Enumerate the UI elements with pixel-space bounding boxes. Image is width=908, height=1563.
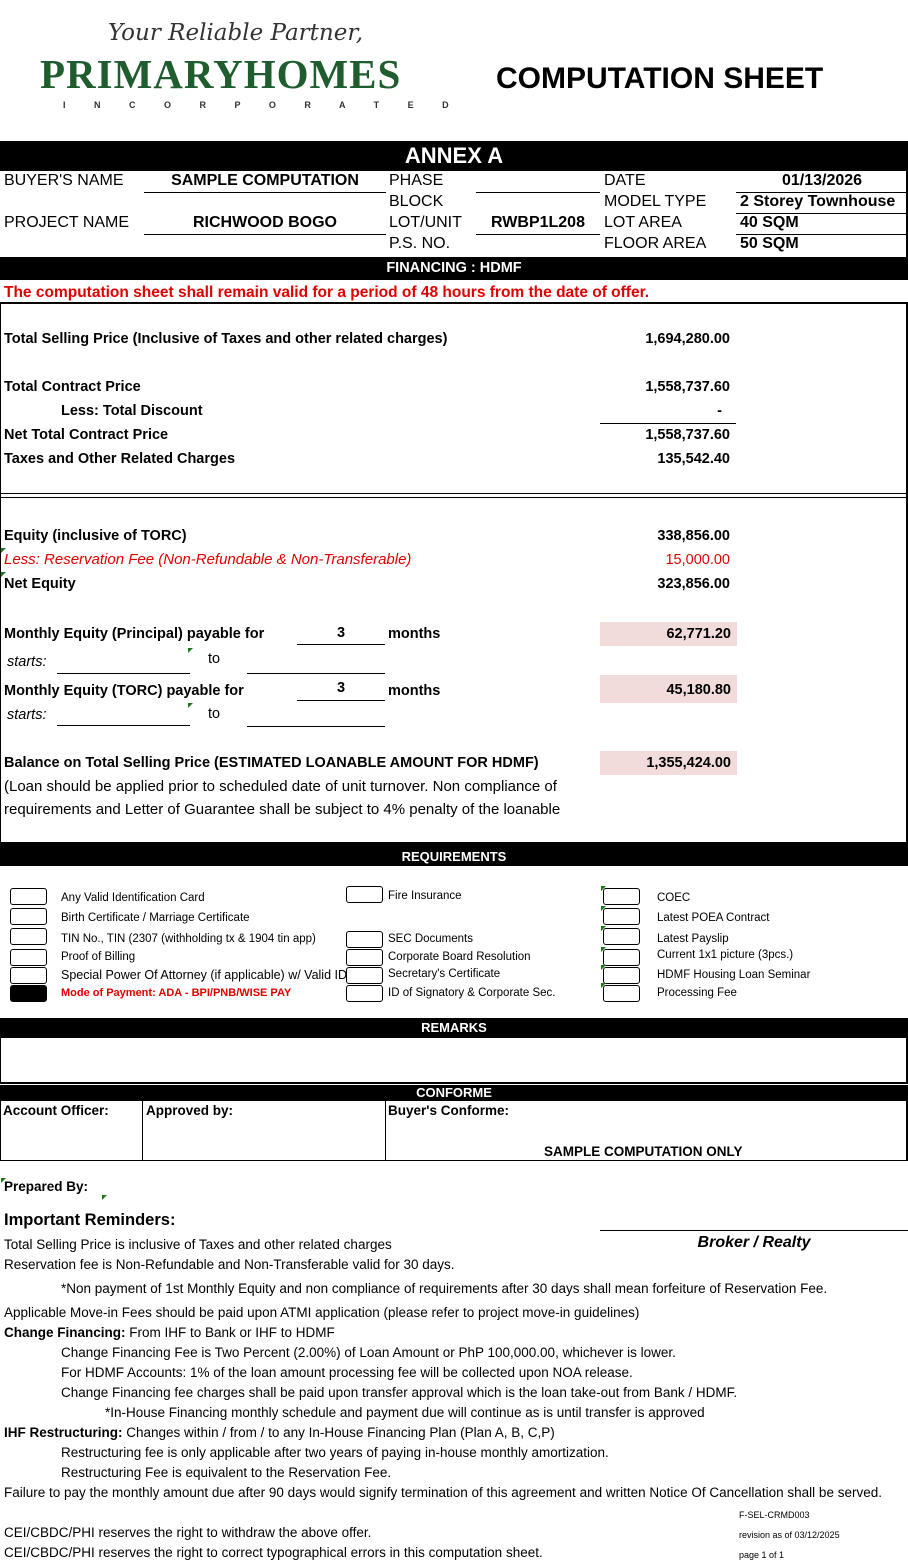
checkbox-board-resolution[interactable] <box>346 949 383 966</box>
tcp-value: 1,558,737.60 <box>645 379 730 395</box>
checkbox-processing-fee[interactable] <box>603 985 640 1002</box>
reminders-title: Important Reminders: <box>4 1211 176 1229</box>
lot-label: LOT/UNIT <box>389 214 462 231</box>
block-label: BLOCK <box>389 193 444 210</box>
monthly-torc-months: 3 <box>336 680 346 696</box>
starts-label-2: starts: <box>7 707 47 723</box>
req-col2-item-0: Fire Insurance <box>388 890 462 902</box>
checkbox-payslip[interactable] <box>603 928 640 945</box>
checkbox-hdmf-seminar[interactable] <box>603 967 640 984</box>
phase-label: PHASE <box>389 172 444 189</box>
reservation-value: 15,000.00 <box>665 552 730 568</box>
monthly-torc-value: 45,180.80 <box>600 675 737 703</box>
tcp-label: Total Contract Price <box>4 379 141 395</box>
req-col1-item-2: TIN No., TIN (2307 (withholding tx & 1904 tin app) <box>61 933 316 945</box>
req-col3-item-2: Latest Payslip <box>657 933 729 945</box>
checkbox-poea-contract[interactable] <box>603 908 640 925</box>
net-equity-value: 323,856.00 <box>657 576 730 592</box>
months-word-2: months <box>388 683 441 699</box>
req-col3-item-5: Processing Fee <box>657 987 737 999</box>
reminder-10-heading: IHF Restructuring: <box>4 1425 123 1440</box>
req-col1-item-4: Special Power Of Attorney (if applicable) w/ Valid ID <box>61 968 348 982</box>
reminder-11: Restructuring fee is only applicable after two years of paying in-house monthly amortization. <box>61 1445 609 1460</box>
to-label-1: to <box>208 651 221 667</box>
reminder-13 <box>4 1485 908 1500</box>
req-col2-item-2: Corporate Board Resolution <box>388 951 531 963</box>
requirements-header: REQUIREMENTS <box>0 842 908 866</box>
lot-area-label: LOT AREA <box>604 214 682 231</box>
model-value: 2 Storey Townhouse <box>740 193 896 210</box>
financing-header: FINANCING : HDMF <box>0 257 908 280</box>
sample-computation-label: SAMPLE COMPUTATION ONLY <box>544 1144 743 1159</box>
reminder-3: *Non payment of 1st Monthly Equity and non compliance of requirements after 30 days shall mean forfeiture of Reservation Fee. <box>61 1281 828 1296</box>
account-officer-label: Account Officer: <box>3 1103 109 1118</box>
monthly-torc-label: Monthly Equity (TORC) payable for <box>4 683 244 699</box>
conforme-header: CONFORME <box>0 1085 908 1101</box>
req-col3-item-4: HDMF Housing Loan Seminar <box>657 969 811 981</box>
lot-value: RWBP1L208 <box>491 214 585 231</box>
ntcp-value: 1,558,737.60 <box>645 427 730 443</box>
reservation-label: Less: Reservation Fee (Non-Refundable & Non-Transferable) <box>4 551 412 568</box>
req-col3-item-3: Current 1x1 picture (3pcs.) <box>657 949 794 961</box>
remarks-field[interactable] <box>0 1082 908 1084</box>
req-col2-item-1: SEC Documents <box>388 933 474 945</box>
monthly-principal-months: 3 <box>336 625 346 641</box>
ntcp-label: Net Total Contract Price <box>4 427 169 443</box>
monthly-principal-label: Monthly Equity (Principal) payable for <box>4 626 265 642</box>
floor-area-value: 50 SQM <box>740 235 799 252</box>
lot-area-value: 40 SQM <box>740 214 799 231</box>
months-word-1: months <box>388 626 441 642</box>
end-date-field-1[interactable] <box>247 673 385 674</box>
taxes-label: Taxes and Other Related Charges <box>4 451 236 467</box>
to-label-2: to <box>208 706 221 722</box>
remarks-header: REMARKS <box>0 1018 908 1038</box>
page-title: COMPUTATION SHEET <box>496 62 824 95</box>
reminder-10 <box>4 1425 555 1440</box>
start-date-field-1[interactable] <box>57 673 190 674</box>
buyer-conforme-label: Buyer's Conforme: <box>388 1103 509 1118</box>
reminder-7: For HDMF Accounts: 1% of the loan amount processing fee will be collected upon NOA release. <box>61 1365 633 1380</box>
model-label: MODEL TYPE <box>604 193 707 210</box>
req-col1-item-0: Any Valid Identification Card <box>61 892 205 904</box>
reminder-2: Reservation fee is Non-Refundable and Non-Transferable valid for 30 days. <box>4 1257 455 1272</box>
balance-value: 1,355,424.00 <box>600 751 737 775</box>
checkbox-fire-insurance[interactable] <box>346 886 383 903</box>
loan-note-1: (Loan should be applied prior to scheduled date of unit turnover. Non compliance of <box>4 778 557 795</box>
discount-value: - <box>717 403 722 419</box>
checkbox-proof-of-billing[interactable] <box>10 949 47 966</box>
date-value: 01/13/2026 <box>781 172 863 189</box>
approved-by-label: Approved by: <box>146 1103 234 1118</box>
reminder-1: Total Selling Price is inclusive of Taxes and other related charges <box>4 1237 392 1252</box>
checkbox-id-signatory[interactable] <box>346 985 383 1002</box>
project-value: RICHWOOD BOGO <box>193 214 337 231</box>
reminder-8: Change Financing fee charges shall be paid upon transfer approval which is the loan take-out from Bank / HDMF. <box>61 1385 738 1400</box>
reminder-6: Change Financing Fee is Two Percent (2.00%) of Loan Amount or PhP 100,000.00, whichever is lower. <box>61 1345 676 1360</box>
buyer-label: BUYER'S NAME <box>4 172 124 189</box>
reminder-10-text: Changes within / from / to any In-House Financing Plan (Plan A, B, C,P) <box>122 1425 555 1440</box>
reminder-12: Restructuring Fee is equivalent to the Reservation Fee. <box>61 1465 392 1480</box>
end-date-field-2[interactable] <box>247 726 385 727</box>
balance-label: Balance on Total Selling Price (ESTIMATED LOANABLE AMOUNT FOR HDMF) <box>4 755 539 771</box>
monthly-principal-value: 62,771.20 <box>600 622 737 646</box>
start-date-field-2[interactable] <box>57 725 190 726</box>
req-col2-item-4: ID of Signatory & Corporate Sec. <box>388 987 556 999</box>
starts-label-1: starts: <box>7 654 47 670</box>
buyer-value: SAMPLE COMPUTATION <box>171 172 359 189</box>
reminder-14: CEI/CBDC/PHI reserves the right to withdraw the above offer. <box>4 1525 372 1540</box>
reminder-13-text: Failure to pay the monthly amount due after 90 days would signify termination of this agreement and written Notice Of Cancellation shall be served. <box>4 1485 882 1500</box>
revision-date: revision as of 03/12/2025 <box>739 1530 840 1540</box>
reminder-9: *In-House Financing monthly schedule and payment due will continue as is until transfer is approved <box>105 1405 705 1420</box>
project-label: PROJECT NAME <box>4 214 130 231</box>
req-col3-item-1: Latest POEA Contract <box>657 912 770 924</box>
annex-header: ANNEX A <box>0 141 908 171</box>
checkbox-birth-certificate[interactable] <box>10 908 47 925</box>
checkbox-mode-of-payment[interactable] <box>10 985 47 1002</box>
net-equity-label: Net Equity <box>4 576 76 592</box>
checkbox-valid-id[interactable] <box>10 888 47 905</box>
req-col2-item-3: Secretary's Certificate <box>388 968 501 980</box>
broker-label: Broker / Realty <box>697 1234 811 1251</box>
reminder-15: CEI/CBDC/PHI reserves the right to correct typographical errors in this computation sheet. <box>4 1545 543 1560</box>
reminder-5-text: From IHF to Bank or IHF to HDMF <box>125 1325 335 1340</box>
checkbox-secretary-certificate[interactable] <box>346 967 383 984</box>
checkbox-tin[interactable] <box>10 928 47 945</box>
req-col1-item-1: Birth Certificate / Marriage Certificate <box>61 912 250 924</box>
req-col3-item-0: COEC <box>657 892 691 904</box>
floor-area-label: FLOOR AREA <box>604 235 707 252</box>
tsp-label: Total Selling Price (Inclusive of Taxes and other related charges) <box>4 331 448 347</box>
equity-label: Equity (inclusive of TORC) <box>4 528 187 544</box>
page-number: page 1 of 1 <box>739 1550 785 1560</box>
reminder-5 <box>4 1325 335 1340</box>
validity-note: The computation sheet shall remain valid for a period of 48 hours from the date of offer. <box>4 284 650 301</box>
form-code: F-SEL-CRMD003 <box>739 1510 810 1520</box>
taxes-value: 135,542.40 <box>657 451 730 467</box>
reminder-5-heading: Change Financing: <box>4 1325 126 1340</box>
loan-note-2: requirements and Letter of Guarantee shall be subject to 4% penalty of the loanable <box>4 801 561 818</box>
checkbox-sec-documents[interactable] <box>346 931 383 948</box>
checkbox-spa[interactable] <box>10 967 47 984</box>
checkbox-1x1-picture[interactable] <box>603 949 640 966</box>
equity-value: 338,856.00 <box>657 528 730 544</box>
discount-label: Less: Total Discount <box>61 403 203 419</box>
ps-label: P.S. NO. <box>389 235 451 252</box>
logo-tagline: Your Reliable Partner, <box>108 20 364 46</box>
req-col1-item-3: Proof of Billing <box>61 951 136 963</box>
checkbox-coec[interactable] <box>603 888 640 905</box>
logo-name: PRIMARYHOMES <box>40 51 402 97</box>
tsp-value: 1,694,280.00 <box>645 331 730 347</box>
date-label: DATE <box>604 172 646 189</box>
reminder-4: Applicable Move-in Fees should be paid upon ATMI application (please refer to project move-in guidelines) <box>4 1305 640 1320</box>
prepared-by-label: Prepared By: <box>4 1179 89 1194</box>
req-col1-item-5: Mode of Payment: ADA - BPI/PNB/WISE PAY <box>61 987 292 999</box>
logo-subtitle: I N C O R P O R A T E D <box>63 100 462 110</box>
